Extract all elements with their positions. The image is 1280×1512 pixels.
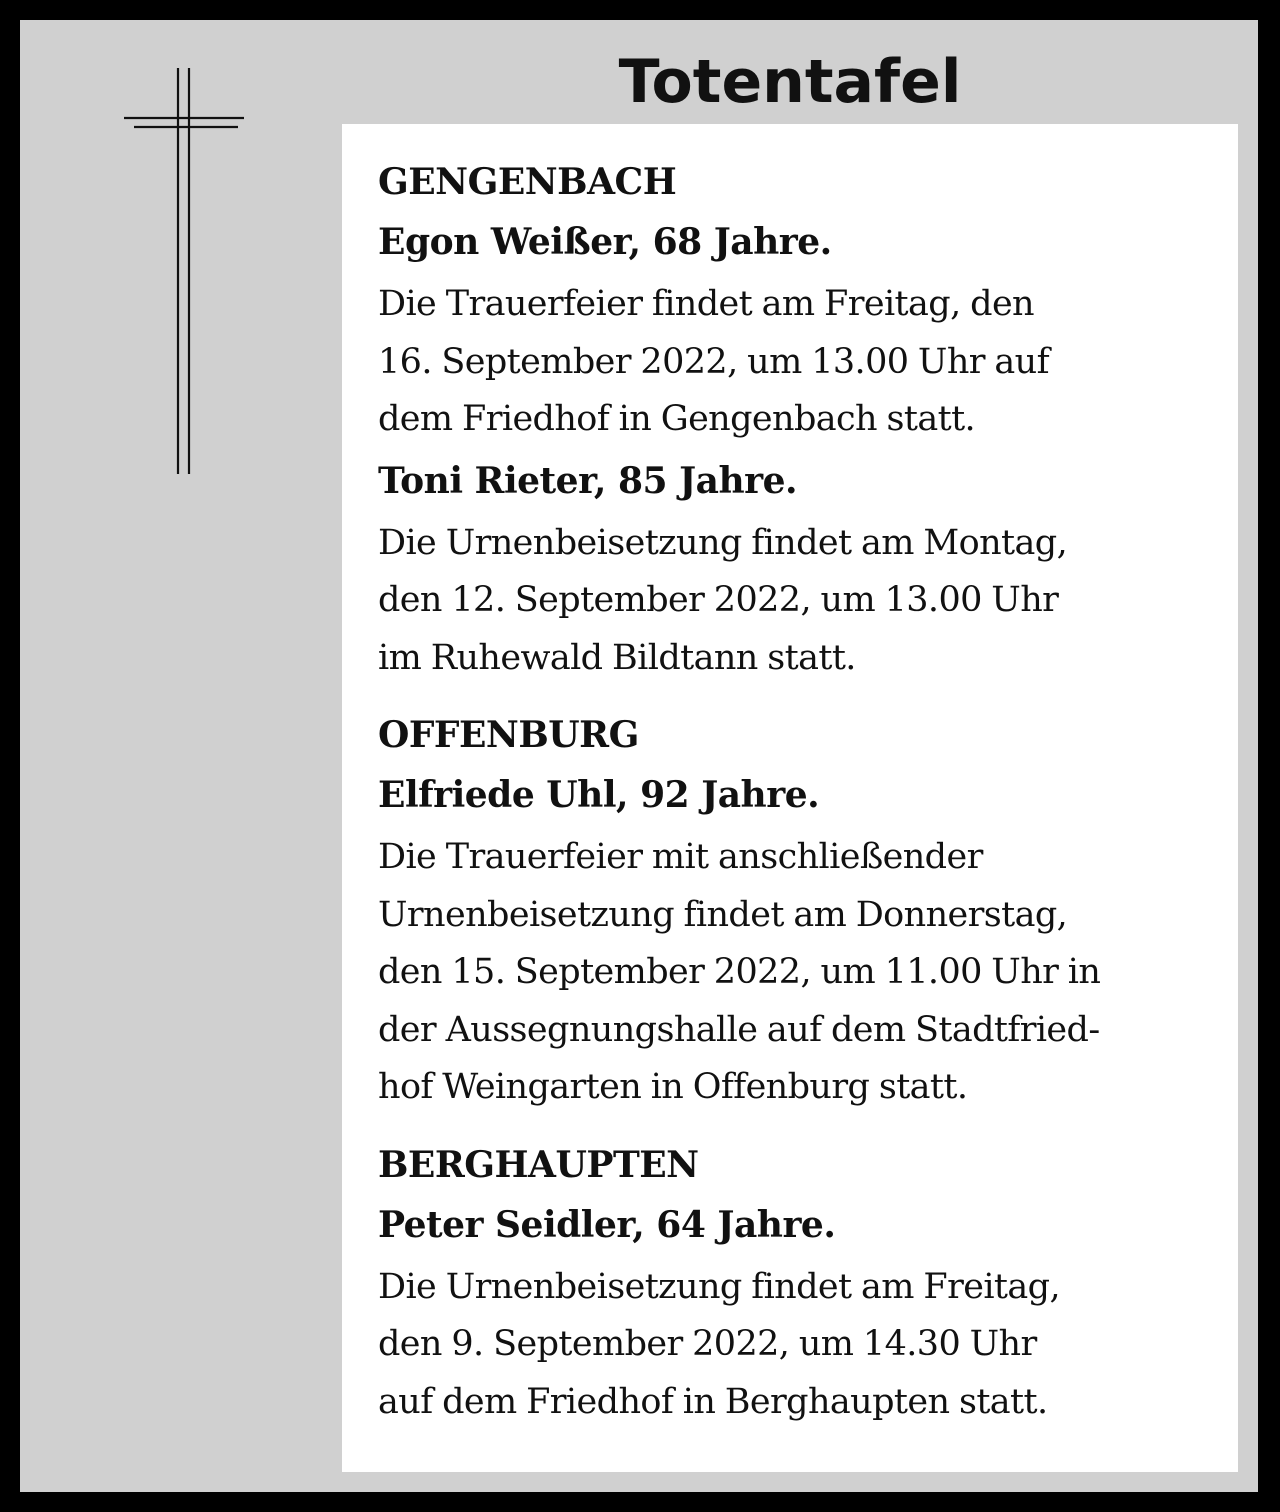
ceremony-line: den 15. September 2022, um 11.00 Uhr in [378,952,1101,992]
ceremony-details [378,515,1208,688]
ceremony-details [378,1259,1208,1432]
deceased-name: Egon Weißer, 68 Jahre. [378,221,832,263]
ceremony-line: den 9. September 2022, um 14.30 Uhr [378,1324,1037,1364]
section-gengenbach [378,162,1208,687]
ceremony-line: im Ruhewald Bildtann statt. [378,637,856,678]
ceremony-line: Die Urnenbeisetzung findet am Freitag, [378,1266,1060,1307]
ceremony-line: Die Urnenbeisetzung findet am Montag, [378,522,1068,563]
obituary-entry [378,775,1208,1117]
cross-icon [104,46,248,476]
ceremony-details [378,829,1208,1117]
ceremony-line: hof Weingarten in Offenburg statt. [378,1067,968,1107]
deceased-name: Peter Seidler, 64 Jahre. [378,1203,836,1246]
ceremony-details [378,276,1208,449]
section-berghaupten [378,1145,1208,1432]
ceremony-line: Die Trauerfeier findet am Freitag, den [378,284,1034,324]
ceremony-line: Urnenbeisetzung findet am Donnerstag, [378,894,1068,935]
notice-content [342,124,1238,1472]
town-heading: OFFENBURG [378,714,639,756]
ceremony-line: Die Trauerfeier mit anschließender [378,837,983,877]
obituary-entry [378,461,1208,688]
ceremony-line: den 12. September 2022, um 13.00 Uhr [378,580,1059,620]
ceremony-line: dem Friedhof in Gengenbach statt. [378,399,976,439]
town-heading: BERGHAUPTEN [378,1143,699,1186]
ceremony-line: 16. September 2022, um 13.00 Uhr auf [378,341,1049,382]
ceremony-line: der Aussegnungshalle auf dem Stadtfried- [378,1009,1100,1050]
deceased-name: Elfriede Uhl, 92 Jahre. [378,774,820,816]
town-heading: GENGENBACH [378,161,677,203]
obituary-entry [378,222,1208,449]
ceremony-line: auf dem Friedhof in Berghaupten statt. [378,1381,1048,1422]
obituary-entry [378,1205,1208,1432]
deceased-name: Toni Rieter, 85 Jahre. [378,459,798,502]
section-offenburg [378,715,1208,1117]
page-title: Totentafel [618,47,962,117]
